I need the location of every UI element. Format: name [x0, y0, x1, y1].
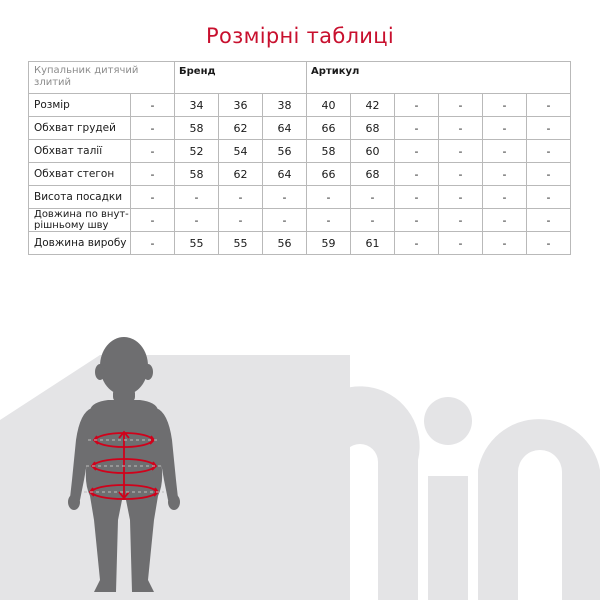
- table-cell: -: [307, 209, 351, 232]
- table-cell: -: [527, 209, 571, 232]
- table-cell: -: [439, 94, 483, 117]
- table-cell: -: [263, 209, 307, 232]
- table-cell: 36: [219, 94, 263, 117]
- table-cell: -: [483, 163, 527, 186]
- table-cell: 59: [307, 232, 351, 255]
- table-cell: -: [527, 186, 571, 209]
- table-cell: -: [395, 117, 439, 140]
- table-cell: 64: [263, 117, 307, 140]
- table-cell: 56: [263, 140, 307, 163]
- table-cell: -: [395, 163, 439, 186]
- table-cell: 55: [175, 232, 219, 255]
- table-cell: -: [483, 117, 527, 140]
- table-header-row: [29, 62, 571, 94]
- table-cell: 64: [263, 163, 307, 186]
- table-cell: -: [131, 140, 175, 163]
- row-label: Обхват стегон: [29, 163, 131, 186]
- table-cell: -: [351, 186, 395, 209]
- table-cell: -: [131, 209, 175, 232]
- product-name: Купальник дитячий злитий: [29, 62, 175, 94]
- table-cell: -: [527, 232, 571, 255]
- table-row: [29, 209, 571, 232]
- table-cell: 58: [175, 117, 219, 140]
- page-title: Розмірні таблиці: [206, 24, 394, 48]
- article-header: Артикул: [307, 62, 571, 94]
- table-cell: -: [439, 232, 483, 255]
- table-cell: 38: [263, 94, 307, 117]
- table-cell: -: [527, 94, 571, 117]
- table-cell: 60: [351, 140, 395, 163]
- table-row: [29, 186, 571, 209]
- table-cell: -: [351, 209, 395, 232]
- table-cell: 42: [351, 94, 395, 117]
- table-cell: -: [219, 186, 263, 209]
- table-cell: -: [439, 140, 483, 163]
- table-cell: -: [439, 163, 483, 186]
- table-cell: 66: [307, 163, 351, 186]
- row-label: Розмір: [29, 94, 131, 117]
- size-table: [28, 61, 571, 255]
- row-label: Обхват талії: [29, 140, 131, 163]
- table-cell: 40: [307, 94, 351, 117]
- row-label: Довжина по внут-рішньому шву: [29, 209, 131, 232]
- table-cell: -: [131, 117, 175, 140]
- table-cell: 68: [351, 163, 395, 186]
- table-cell: -: [439, 117, 483, 140]
- table-cell: -: [527, 117, 571, 140]
- brand-header: Бренд: [175, 62, 307, 94]
- table-cell: -: [395, 94, 439, 117]
- table-cell: -: [175, 209, 219, 232]
- table-cell: -: [131, 94, 175, 117]
- table-cell: -: [263, 186, 307, 209]
- table-cell: -: [483, 140, 527, 163]
- table-cell: -: [483, 186, 527, 209]
- table-cell: -: [439, 209, 483, 232]
- table-cell: -: [131, 232, 175, 255]
- table-cell: -: [527, 163, 571, 186]
- table-cell: 58: [175, 163, 219, 186]
- table-cell: -: [439, 186, 483, 209]
- row-label: Довжина виробу: [29, 232, 131, 255]
- table-cell: -: [131, 186, 175, 209]
- table-cell: -: [527, 140, 571, 163]
- table-cell: 62: [219, 163, 263, 186]
- table-cell: -: [131, 163, 175, 186]
- table-cell: 66: [307, 117, 351, 140]
- table-cell: 34: [175, 94, 219, 117]
- table-cell: -: [219, 209, 263, 232]
- table-cell: 61: [351, 232, 395, 255]
- table-cell: -: [395, 140, 439, 163]
- table-cell: 52: [175, 140, 219, 163]
- table-cell: -: [307, 186, 351, 209]
- table-cell: -: [483, 209, 527, 232]
- table-cell: 68: [351, 117, 395, 140]
- table-row: [29, 94, 571, 117]
- table-row: [29, 140, 571, 163]
- table-cell: 55: [219, 232, 263, 255]
- table-cell: -: [483, 232, 527, 255]
- table-cell: -: [395, 232, 439, 255]
- row-label: Висота посадки: [29, 186, 131, 209]
- table-row: [29, 232, 571, 255]
- table-cell: 56: [263, 232, 307, 255]
- row-label: Обхват грудей: [29, 117, 131, 140]
- table-cell: 58: [307, 140, 351, 163]
- table-cell: -: [175, 186, 219, 209]
- table-cell: -: [395, 186, 439, 209]
- table-row: [29, 117, 571, 140]
- table-cell: -: [395, 209, 439, 232]
- table-cell: -: [483, 94, 527, 117]
- table-cell: 54: [219, 140, 263, 163]
- table-cell: 62: [219, 117, 263, 140]
- table-row: [29, 163, 571, 186]
